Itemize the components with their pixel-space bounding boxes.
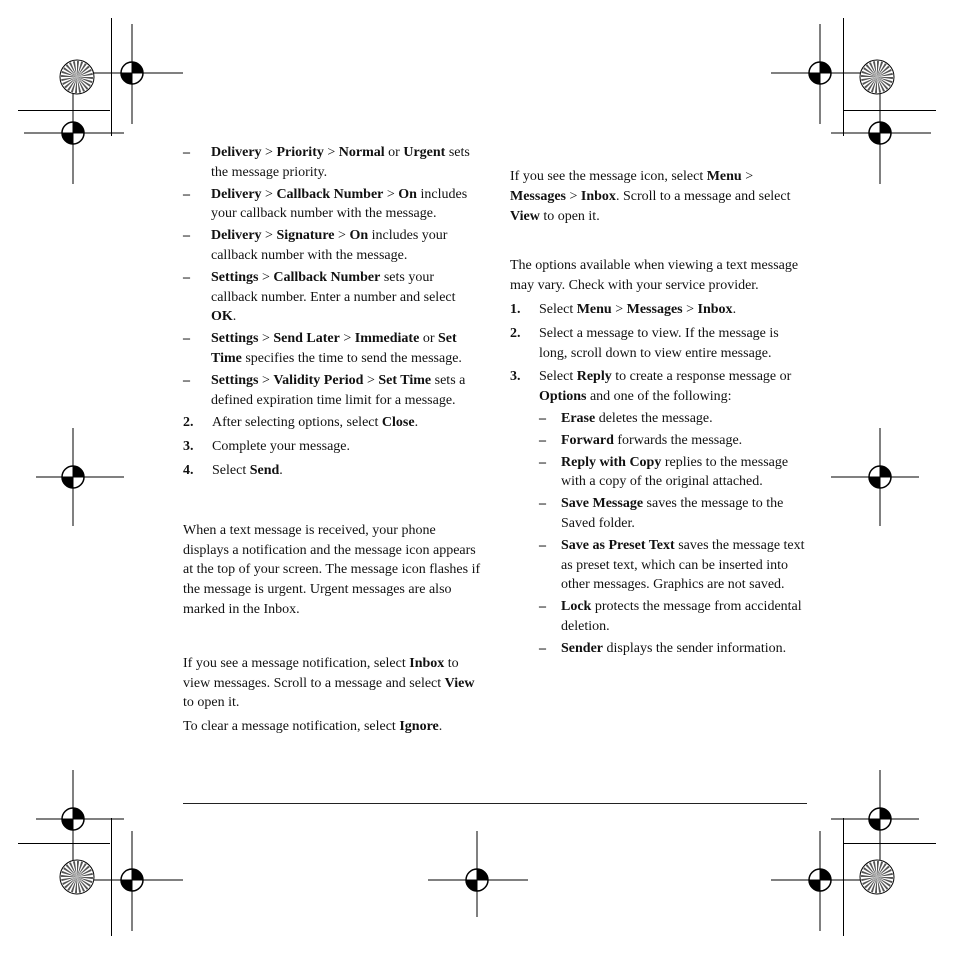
bold-term: Validity Period bbox=[273, 372, 364, 388]
option-bullet-list bbox=[183, 143, 483, 410]
registration-target-icon bbox=[831, 428, 931, 528]
step-item bbox=[510, 324, 810, 364]
step-item bbox=[183, 437, 483, 457]
text-run: forwards the message. bbox=[613, 432, 743, 448]
star-rays bbox=[61, 61, 93, 93]
text-run: sets the message priority. bbox=[211, 145, 470, 180]
bold-term: Erase bbox=[561, 410, 596, 426]
bold-term: Options bbox=[539, 389, 587, 405]
bullet-save-message bbox=[539, 494, 810, 534]
bold-term: Inbox bbox=[580, 188, 616, 204]
step-item bbox=[510, 300, 810, 320]
bullet-erase bbox=[539, 409, 810, 429]
star-target-icon bbox=[859, 59, 895, 95]
right-column bbox=[510, 167, 810, 663]
bullet-settings-validity bbox=[183, 371, 483, 411]
text-run: Select bbox=[212, 462, 250, 478]
text-run: > bbox=[258, 269, 274, 285]
bold-term: Forward bbox=[561, 432, 614, 448]
paragraph-clear bbox=[183, 717, 483, 737]
registration-target-icon bbox=[83, 831, 183, 931]
text-run: includes your callback number with the message. bbox=[211, 228, 448, 263]
bold-term: On bbox=[349, 228, 369, 244]
bold-term: Settings bbox=[211, 269, 259, 285]
text-run: To clear a message notification, select bbox=[183, 719, 400, 735]
text-run: > bbox=[258, 331, 274, 347]
text-run: specifies the time to send the message. bbox=[241, 350, 462, 366]
text-run: saves the message to the Saved folder. bbox=[561, 496, 784, 531]
text-run: and one of the following: bbox=[586, 389, 732, 405]
text-run: > bbox=[261, 186, 277, 202]
text-run: > bbox=[261, 228, 277, 244]
bold-term: Reply with Copy bbox=[561, 454, 662, 470]
text-run: Select bbox=[539, 369, 577, 385]
paragraph-notification bbox=[183, 654, 483, 713]
bold-term: Delivery bbox=[211, 145, 262, 160]
bold-term: Close bbox=[381, 415, 415, 431]
bold-term: Settings bbox=[211, 331, 259, 347]
bold-term: Inbox bbox=[409, 655, 445, 671]
bold-term: Urgent bbox=[403, 145, 446, 160]
text-run: to open it. bbox=[539, 208, 600, 224]
text-run: displays the sender information. bbox=[603, 640, 787, 656]
bold-term: Save as Preset Text bbox=[561, 537, 675, 553]
bullet-lock bbox=[539, 597, 810, 637]
text-run: . bbox=[414, 415, 419, 431]
step-number: 2. bbox=[510, 325, 521, 341]
text-run: > bbox=[323, 145, 339, 160]
star-target-icon bbox=[59, 859, 95, 895]
bold-term: On bbox=[398, 186, 417, 202]
text-run: includes your callback number with the message. bbox=[211, 186, 468, 222]
text-run: protects the message from accidental deletion. bbox=[561, 599, 802, 634]
text-run: If you see the message icon, select bbox=[510, 169, 707, 184]
bold-term: Messages bbox=[626, 301, 683, 317]
text-run: Select a message to view. If the message is long, scroll down to view entire message. bbox=[539, 325, 779, 361]
text-run: or bbox=[384, 145, 404, 160]
text-run: > bbox=[261, 145, 277, 160]
text-run: saves the message text as preset text, which can be inserted into other messages. Graphics are not saved. bbox=[561, 537, 805, 593]
bold-term: Send bbox=[249, 462, 280, 478]
bold-term: Menu bbox=[706, 169, 742, 184]
bold-term: View bbox=[510, 208, 540, 224]
step-number: 4. bbox=[183, 462, 194, 478]
bold-term: Menu bbox=[576, 301, 612, 317]
bold-term: Save Message bbox=[561, 496, 644, 512]
step-number: 3. bbox=[183, 439, 194, 455]
text-run: replies to the message with a copy of the original attached. bbox=[561, 454, 789, 490]
send-steps-list bbox=[183, 413, 483, 480]
bold-term: Delivery bbox=[211, 186, 262, 202]
text-run: After selecting options, select bbox=[212, 415, 382, 431]
text-run: > bbox=[258, 372, 274, 388]
registration-target-icon bbox=[771, 831, 871, 931]
bold-term: Settings bbox=[211, 372, 259, 388]
bold-term: Signature bbox=[276, 228, 335, 244]
bold-term: Set Time bbox=[211, 331, 457, 366]
text-run: > bbox=[682, 301, 698, 317]
registration-target-icon bbox=[24, 84, 124, 184]
bullet-settings-callback bbox=[183, 268, 483, 327]
paragraph-message-icon bbox=[510, 167, 810, 226]
text-run: > bbox=[741, 169, 754, 184]
bullet-reply-with-copy bbox=[539, 453, 810, 493]
bold-term: Set Time bbox=[378, 372, 432, 388]
bullet-delivery-callback bbox=[183, 185, 483, 225]
bold-term: Priority bbox=[276, 145, 324, 160]
text-run: to open it. bbox=[183, 695, 240, 711]
bold-term: Lock bbox=[561, 599, 592, 615]
text-run: > bbox=[383, 186, 399, 202]
bold-term: Callback Number bbox=[276, 186, 384, 202]
bold-term: Normal bbox=[338, 145, 385, 160]
bold-term: Send Later bbox=[273, 331, 340, 347]
bold-term: Delivery bbox=[211, 228, 262, 244]
text-run: sets your callback number. Enter a number and select bbox=[211, 269, 456, 305]
paragraph-options: The options available when viewing a text message may vary. Check with your service provider. bbox=[510, 258, 799, 294]
text-run: to create a response message or bbox=[611, 369, 792, 385]
step-number: 2. bbox=[183, 415, 194, 431]
star-target-icon bbox=[59, 59, 95, 95]
bullet-delivery-signature bbox=[183, 226, 483, 266]
step-item bbox=[510, 367, 810, 658]
registration-target-icon bbox=[24, 428, 124, 528]
text-run: . bbox=[732, 301, 737, 317]
bullet-save-preset bbox=[539, 536, 810, 595]
text-run: > bbox=[334, 228, 350, 244]
reply-options-list bbox=[539, 409, 810, 659]
bold-term: Inbox bbox=[697, 301, 733, 317]
text-run: If you see a message notification, select bbox=[183, 655, 410, 671]
text-run: > bbox=[611, 301, 627, 317]
bullet-forward bbox=[539, 431, 810, 451]
text-run: deletes the message. bbox=[595, 410, 713, 426]
bold-term: Ignore bbox=[399, 719, 439, 735]
text-run: . bbox=[232, 309, 237, 325]
star-target-icon bbox=[859, 859, 895, 895]
bold-term: Messages bbox=[510, 188, 566, 204]
text-run: . bbox=[438, 719, 443, 735]
registration-target-icon bbox=[428, 831, 528, 931]
star-rays bbox=[861, 861, 893, 893]
text-run: . bbox=[279, 462, 283, 478]
text-run: sets a defined expiration time limit for a message. bbox=[211, 372, 466, 408]
bold-term: OK bbox=[211, 309, 233, 325]
step-number: 1. bbox=[510, 301, 521, 317]
text-run: or bbox=[419, 331, 438, 347]
text-run: to view messages. Scroll to a message and select bbox=[183, 655, 459, 691]
paragraph-received: When a text message is received, your phone displays a notification and the message icon appears at the top of your screen. The message icon flashes if the message is urgent. Urgent messages are also marked in the Inbox. bbox=[183, 522, 481, 617]
text-run: > bbox=[363, 372, 379, 388]
view-steps-list bbox=[510, 300, 810, 659]
footer-rule bbox=[183, 803, 807, 804]
step-number: 3. bbox=[510, 369, 521, 385]
registration-target-icon bbox=[831, 84, 931, 184]
bold-term: Reply bbox=[576, 369, 612, 385]
text-run: . Scroll to a message and select bbox=[615, 188, 791, 204]
bold-term: View bbox=[444, 675, 475, 691]
text-run: > bbox=[566, 188, 581, 204]
bullet-settings-send-later bbox=[183, 329, 483, 369]
step-item bbox=[183, 413, 483, 433]
bold-term: Immediate bbox=[354, 331, 420, 347]
step-item bbox=[183, 461, 483, 481]
left-column bbox=[183, 143, 483, 737]
bold-term: Callback Number bbox=[273, 269, 381, 285]
text-run: Complete your message. bbox=[212, 439, 351, 455]
bold-term: Sender bbox=[561, 640, 603, 656]
text-run: > bbox=[339, 331, 355, 347]
bullet-sender bbox=[539, 639, 810, 659]
text-run: Select bbox=[539, 301, 577, 317]
bullet-delivery-priority bbox=[183, 143, 483, 183]
